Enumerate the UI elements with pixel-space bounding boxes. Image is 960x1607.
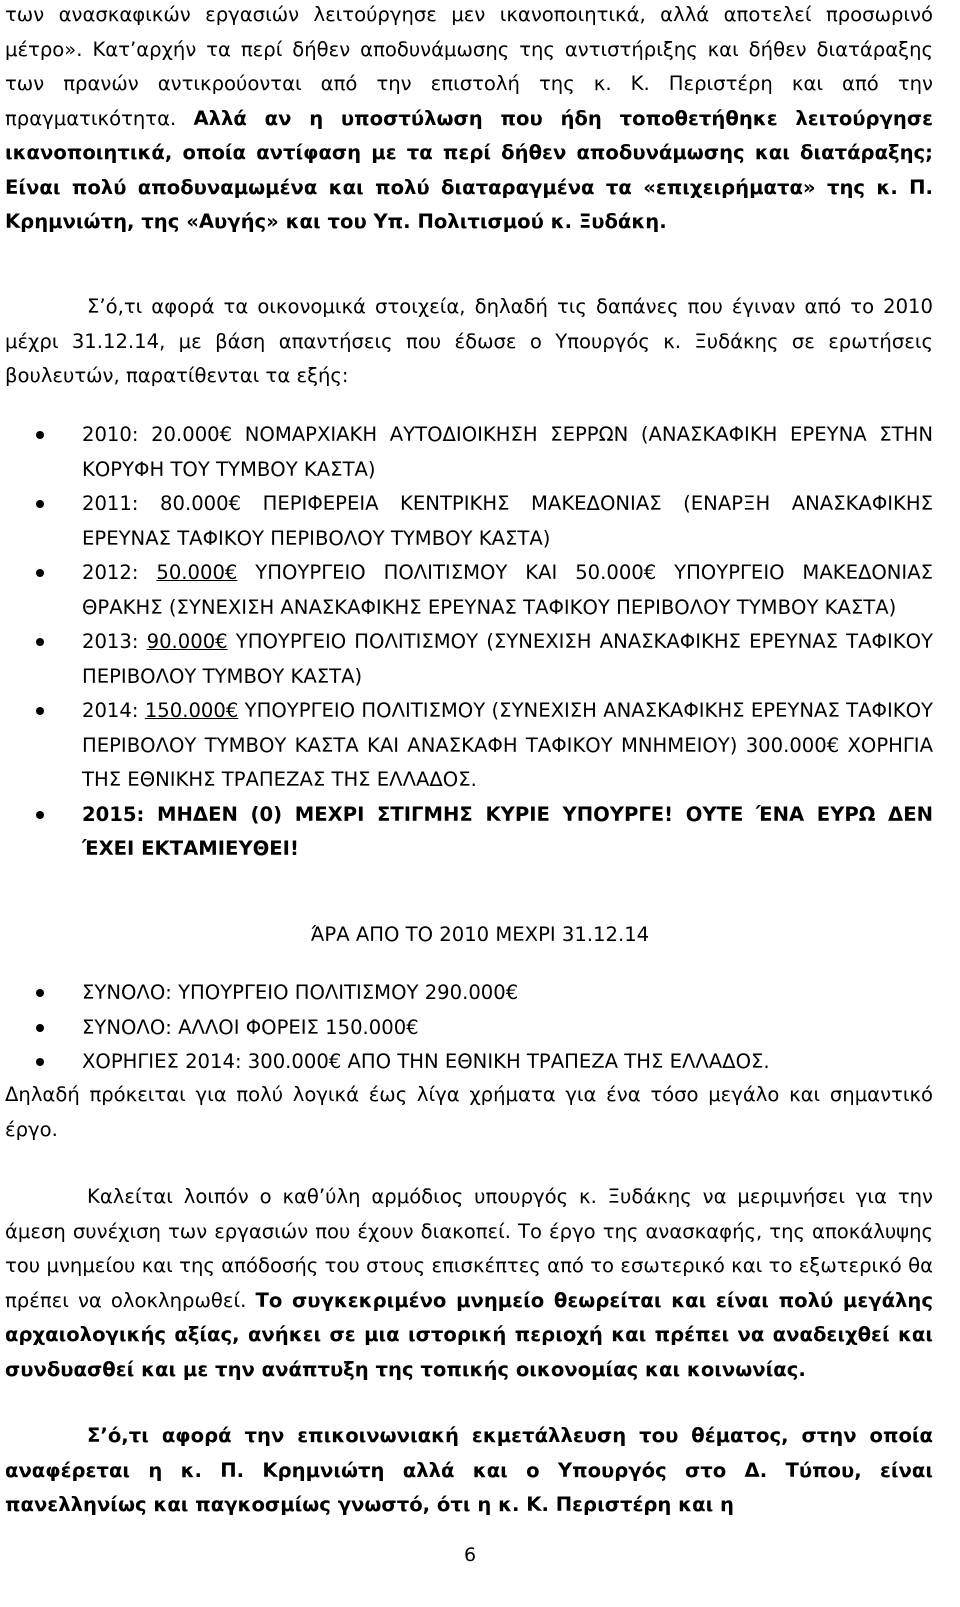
- funding-year: 2011:: [82, 492, 161, 515]
- funding-amount: 20.000€: [151, 423, 233, 446]
- funding-item-2010: [0, 418, 933, 487]
- funding-item-2014: [0, 694, 933, 798]
- funding-year: 2010:: [82, 423, 152, 446]
- paragraph-intro: [5, 0, 933, 240]
- funding-year: 2012:: [82, 561, 157, 584]
- paragraph-intro-regular: των ανασκαφικών εργασιών λειτούργησε μεν ικανοποιητικά, αλλά αποτελεί προσωρινό μέτρο». Κατ’αρχήν τα περί δήθεν αποδυνάμωσης της αντιστήριξης και δήθεν διατάραξης των πρανών αντικρούονται από την επιστολή της κ. Κ. Περιστέρη και από την πραγματικότητα.: [5, 3, 933, 130]
- funding-amount: 150.000€: [144, 699, 239, 722]
- total-item: ΣΥΝΟΛΟ: ΥΠΟΥΡΓΕΙΟ ΠΟΛΙΤΙΣΜΟΥ 290.000€: [0, 976, 933, 1011]
- funding-desc: ΠΕΡΙΦΕΡΕΙΑ ΚΕΝΤΡΙΚΗΣ ΜΑΚΕΔΟΝΙΑΣ (ΕΝΑΡΞΗ ΑΝΑΣΚΑΦΙΚΗΣ ΕΡΕΥΝΑΣ ΤΑΦΙΚΟΥ ΠΕΡΙΒΟΛΟΥ ΤΥΜΒΟΥ ΚΑΣΤΑ): [82, 492, 933, 550]
- paragraph-intro-bold: Αλλά αν η υποστύλωση που ήδη τοποθετήθηκε λειτούργησε ικανοποιητικά, οποία αντίφαση με τα περί δήθεν αποδυνάμωσης και διατάραξης; Είναι πολύ αποδυναμωμένα και πολύ διαταραγμένα τα «επιχειρήματα» της κ. Π. Κρημνιώτη, της «Αυγής» και του Υπ. Πολιτισμού κ. Ξυδάκη.: [5, 106, 933, 233]
- funding-amount: 50.000€: [156, 561, 238, 584]
- page-number: 6: [463, 1544, 477, 1566]
- summary-heading: ΆΡΑ ΑΠΟ ΤΟ 2010 ΜΕΧΡΙ 31.12.14: [310, 923, 650, 946]
- funding-amount: 90.000€: [146, 630, 228, 653]
- funding-year: 2014:: [82, 699, 145, 722]
- funding-item-2011: [0, 487, 933, 556]
- funding-item-2013: [0, 625, 933, 694]
- funding-desc: ΥΠΟΥΡΓΕΙΟ ΠΟΛΙΤΙΣΜΟΥ (ΣΥΝΕΧΙΣΗ ΑΝΑΣΚΑΦΙΚΗΣ ΕΡΕΥΝΑΣ ΤΑΦΙΚΟΥ ΠΕΡΙΒΟΛΟΥ ΤΥΜΒΟΥ ΚΑΣΤΑ ΚΑΙ ΑΝΑΣΚΑΦΗ ΤΑΦΙΚΟΥ ΜΝΗΜΕΙΟΥ) 300.000€ ΧΟΡΗΓΙΑ ΤΗΣ ΕΘΝΙΚΗΣ ΤΡΑΠΕΖΑΣ ΤΗΣ ΕΛΛΑΔΟΣ.: [82, 699, 933, 791]
- total-item: ΣΥΝΟΛΟ: ΑΛΛΟΙ ΦΟΡΕΙΣ 150.000€: [0, 1011, 933, 1046]
- paragraph-call-regular: Καλείται λοιπόν ο καθ’ύλη αρμόδιος υπουργός κ. Ξυδάκης να μεριμνήσει για την άμεση συνέχιση των εργασιών που έχουν διακοπεί. Το έργο της ανασκαφής, της αποκάλυψης του μνημείου και της απόδοσής του στους επισκέπτες από το εσωτερικό και το εξωτερικό θα πρέπει να ολοκληρωθεί.: [5, 1185, 933, 1312]
- paragraph-conclusion: Δηλαδή πρόκειται για πολύ λογικά έως λίγα χρήματα για ένα τόσο μεγάλο και σημαντικό έργο.: [5, 1083, 933, 1141]
- paragraph-call-bold: Το συγκεκριμένο μνημείο θεωρείται και είναι πολύ μεγάλης αρχαιολογικής αξίας, ανήκει σε μια ιστορική περιοχή και πρέπει να αναδειχθεί και συνδυασθεί και με την ανάπτυξη της τοπικής οικονομίας και κοινωνίας.: [5, 1288, 933, 1381]
- funding-item-2012: [0, 556, 933, 625]
- funding-desc: ΥΠΟΥΡΓΕΙΟ ΠΟΛΙΤΙΣΜΟΥ (ΣΥΝΕΧΙΣΗ ΑΝΑΣΚΑΦΙΚΗΣ ΕΡΕΥΝΑΣ ΤΑΦΙΚΟΥ ΠΕΡΙΒΟΛΟΥ ΤΥΜΒΟΥ ΚΑΣΤΑ): [82, 630, 933, 688]
- totals-list: [0, 976, 933, 1080]
- funding-desc: ΥΠΟΥΡΓΕΙΟ ΠΟΛΙΤΙΣΜΟΥ ΚΑΙ 50.000€ ΥΠΟΥΡΓΕΙΟ ΜΑΚΕΔΟΝΙΑΣ ΘΡΑΚΗΣ (ΣΥΝΕΧΙΣΗ ΑΝΑΣΚΑΦΙΚΗΣ ΕΡΕΥΝΑΣ ΤΑΦΙΚΟΥ ΠΕΡΙΒΟΛΟΥ ΤΥΜΒΟΥ ΚΑΣΤΑ): [82, 561, 933, 619]
- funding-desc: ΝΟΜΑΡΧΙΑΚΗ ΑΥΤΟΔΙΟΙΚΗΣΗ ΣΕΡΡΩΝ (ΑΝΑΣΚΑΦΙΚΗ ΕΡΕΥΝΑ ΣΤΗΝ ΚΟΡΥΦΗ ΤΟΥ ΤΥΜΒΟΥ ΚΑΣΤΑ): [82, 423, 933, 481]
- funding-list: [0, 418, 933, 867]
- paragraph-communication: Σ’ό,τι αφορά την επικοινωνιακή εκμετάλλευση του θέματος, στην οποία αναφέρεται η κ. Π. Κρημνιώτη αλλά και ο Υπουργός στο Δ. Τύπου, είναι πανελληνίως και παγκοσμίως γνωστό, ότι η κ. Κ. Περιστέρη και η: [5, 1424, 933, 1516]
- total-item: ΧΟΡΗΓΙΕΣ 2014: 300.000€ ΑΠΟ ΤΗΝ ΕΘΝΙΚΗ ΤΡΑΠΕΖΑ ΤΗΣ ΕΛΛΑΔΟΣ.: [0, 1045, 933, 1080]
- funding-year: 2013:: [82, 630, 147, 653]
- paragraph-call: [5, 1180, 933, 1387]
- funding-amount: 80.000€: [160, 492, 242, 515]
- paragraph-financial: Σ’ό,τι αφορά τα οικονομικά στοιχεία, δηλαδή τις δαπάνες που έγιναν από το 2010 μέχρι 31.12.14, με βάση απαντήσεις που έδωσε ο Υπουργός κ. Ξυδάκης σε ερωτήσεις βουλευτών, παρατίθενται τα εξής:: [5, 295, 933, 387]
- funding-item-2015: 2015: ΜΗΔΕΝ (0) ΜΕΧΡΙ ΣΤΙΓΜΗΣ ΚΥΡΙΕ ΥΠΟΥΡΓΕ! ΟΥΤΕ ΈΝΑ ΕΥΡΩ ΔΕΝ ΈΧΕΙ ΕΚΤΑΜΙΕΥΘΕΙ!: [0, 798, 933, 867]
